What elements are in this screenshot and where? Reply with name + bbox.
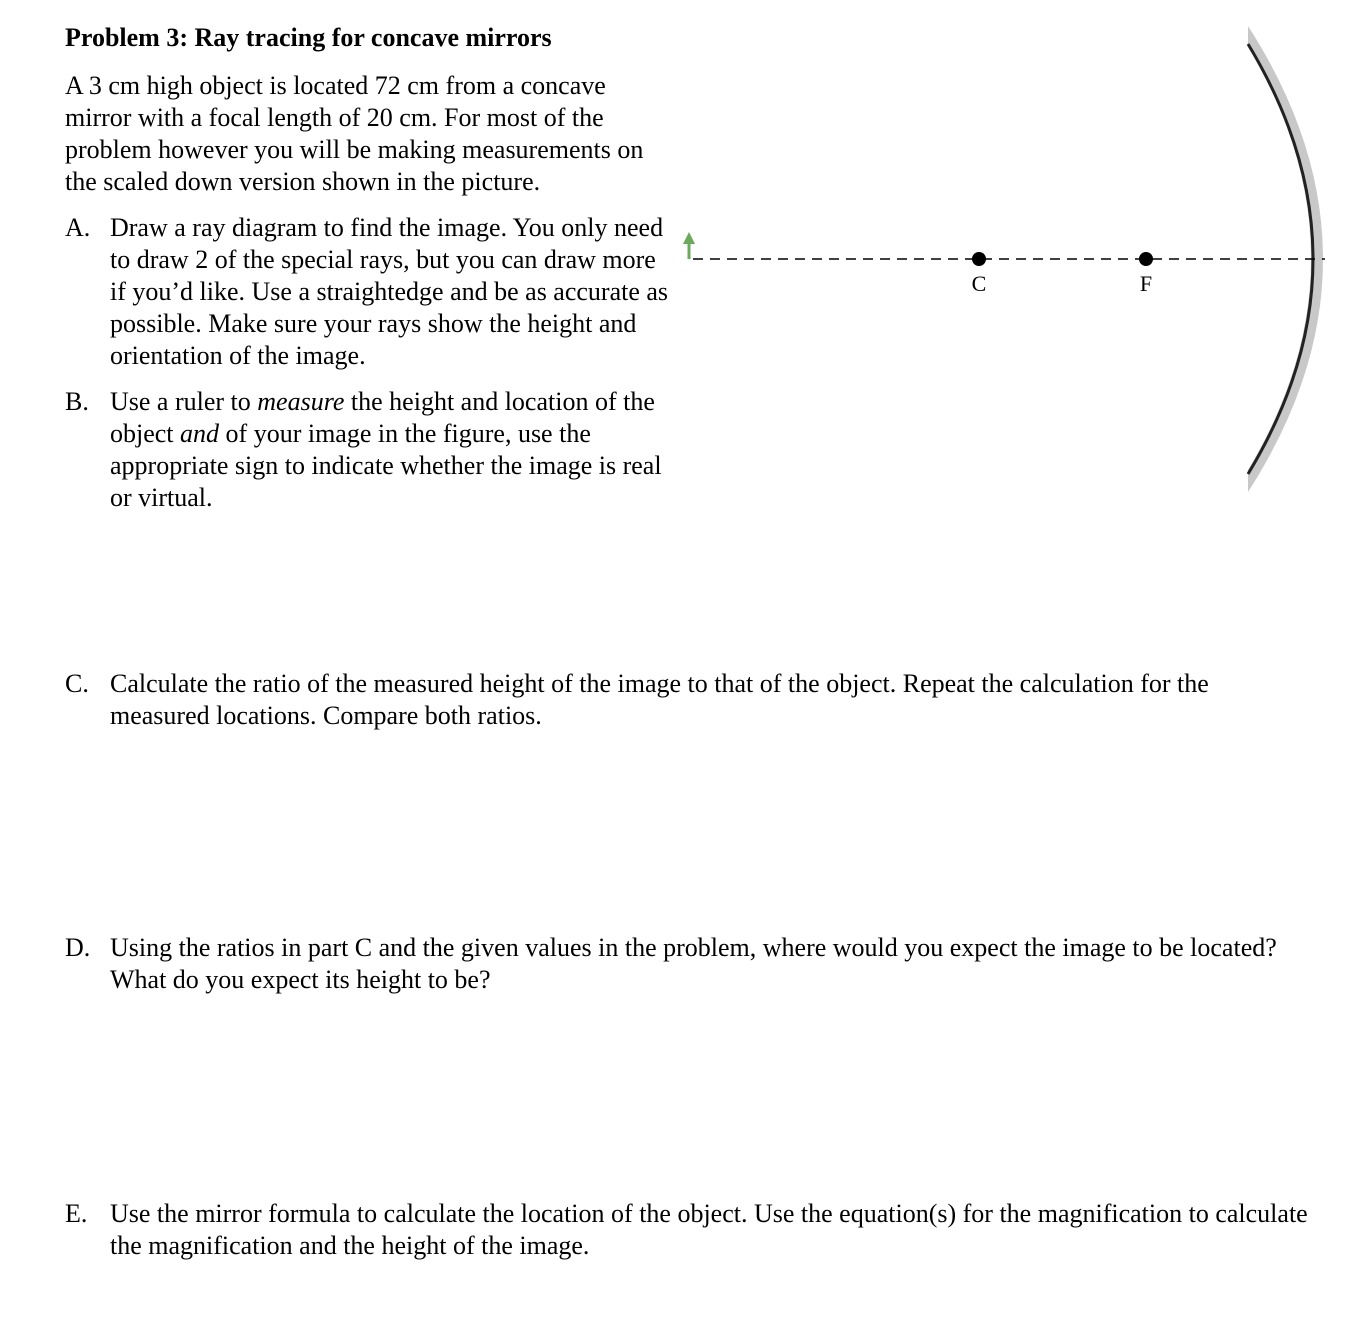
part-b-text-3: of your image in the figure, use the appropriate sign to indicate whether the image is real or virtual.	[110, 419, 662, 512]
mirror-diagram	[0, 0, 1371, 560]
part-c-text: Calculate the ratio of the measured height of the image to that of the object. Repeat the calculation for the measured locations. Compare both ratios.	[110, 669, 1209, 730]
part-a-letter: A.	[65, 213, 91, 242]
part-e-text: Use the mirror formula to calculate the location of the object. Use the equation(s) for the magnification to calculate the magnification and the height of the image.	[110, 1199, 1308, 1260]
part-d-text: Using the ratios in part C and the given values in the problem, where would you expect the image to be located? What do you expect its height to be?	[110, 933, 1277, 994]
part-b-text-1: Use a ruler to	[110, 387, 258, 416]
part-b-letter: B.	[65, 387, 89, 416]
part-c-letter: C.	[65, 669, 89, 698]
part-b-emphasis-measure: measure	[257, 387, 345, 416]
problem-title: Problem 3: Ray tracing for concave mirrors	[65, 23, 552, 52]
part-b-emphasis-and: and	[180, 419, 220, 448]
part-b-text-2: the height and location of the object	[110, 387, 655, 448]
part-a-text: Draw a ray diagram to find the image. You only need to draw 2 of the special rays, but you can draw more if you’d like. Use a straightedge and be as accurate as possible. Make sure your rays show the height and orientation of the image.	[110, 213, 669, 370]
object-arrow	[683, 232, 695, 259]
problem-intro: A 3 cm high object is located 72 cm from a concave mirror with a focal length of 20 cm. For most of the problem however you will be making measurements on the scaled down version shown in the picture.	[65, 71, 644, 196]
focal-point-label: F	[1139, 271, 1153, 296]
center-of-curvature-label: C	[971, 271, 987, 296]
center-of-curvature-point	[972, 252, 986, 266]
part-e-letter: E.	[65, 1199, 88, 1228]
focal-point	[1139, 252, 1153, 266]
part-d-letter: D.	[65, 933, 91, 962]
